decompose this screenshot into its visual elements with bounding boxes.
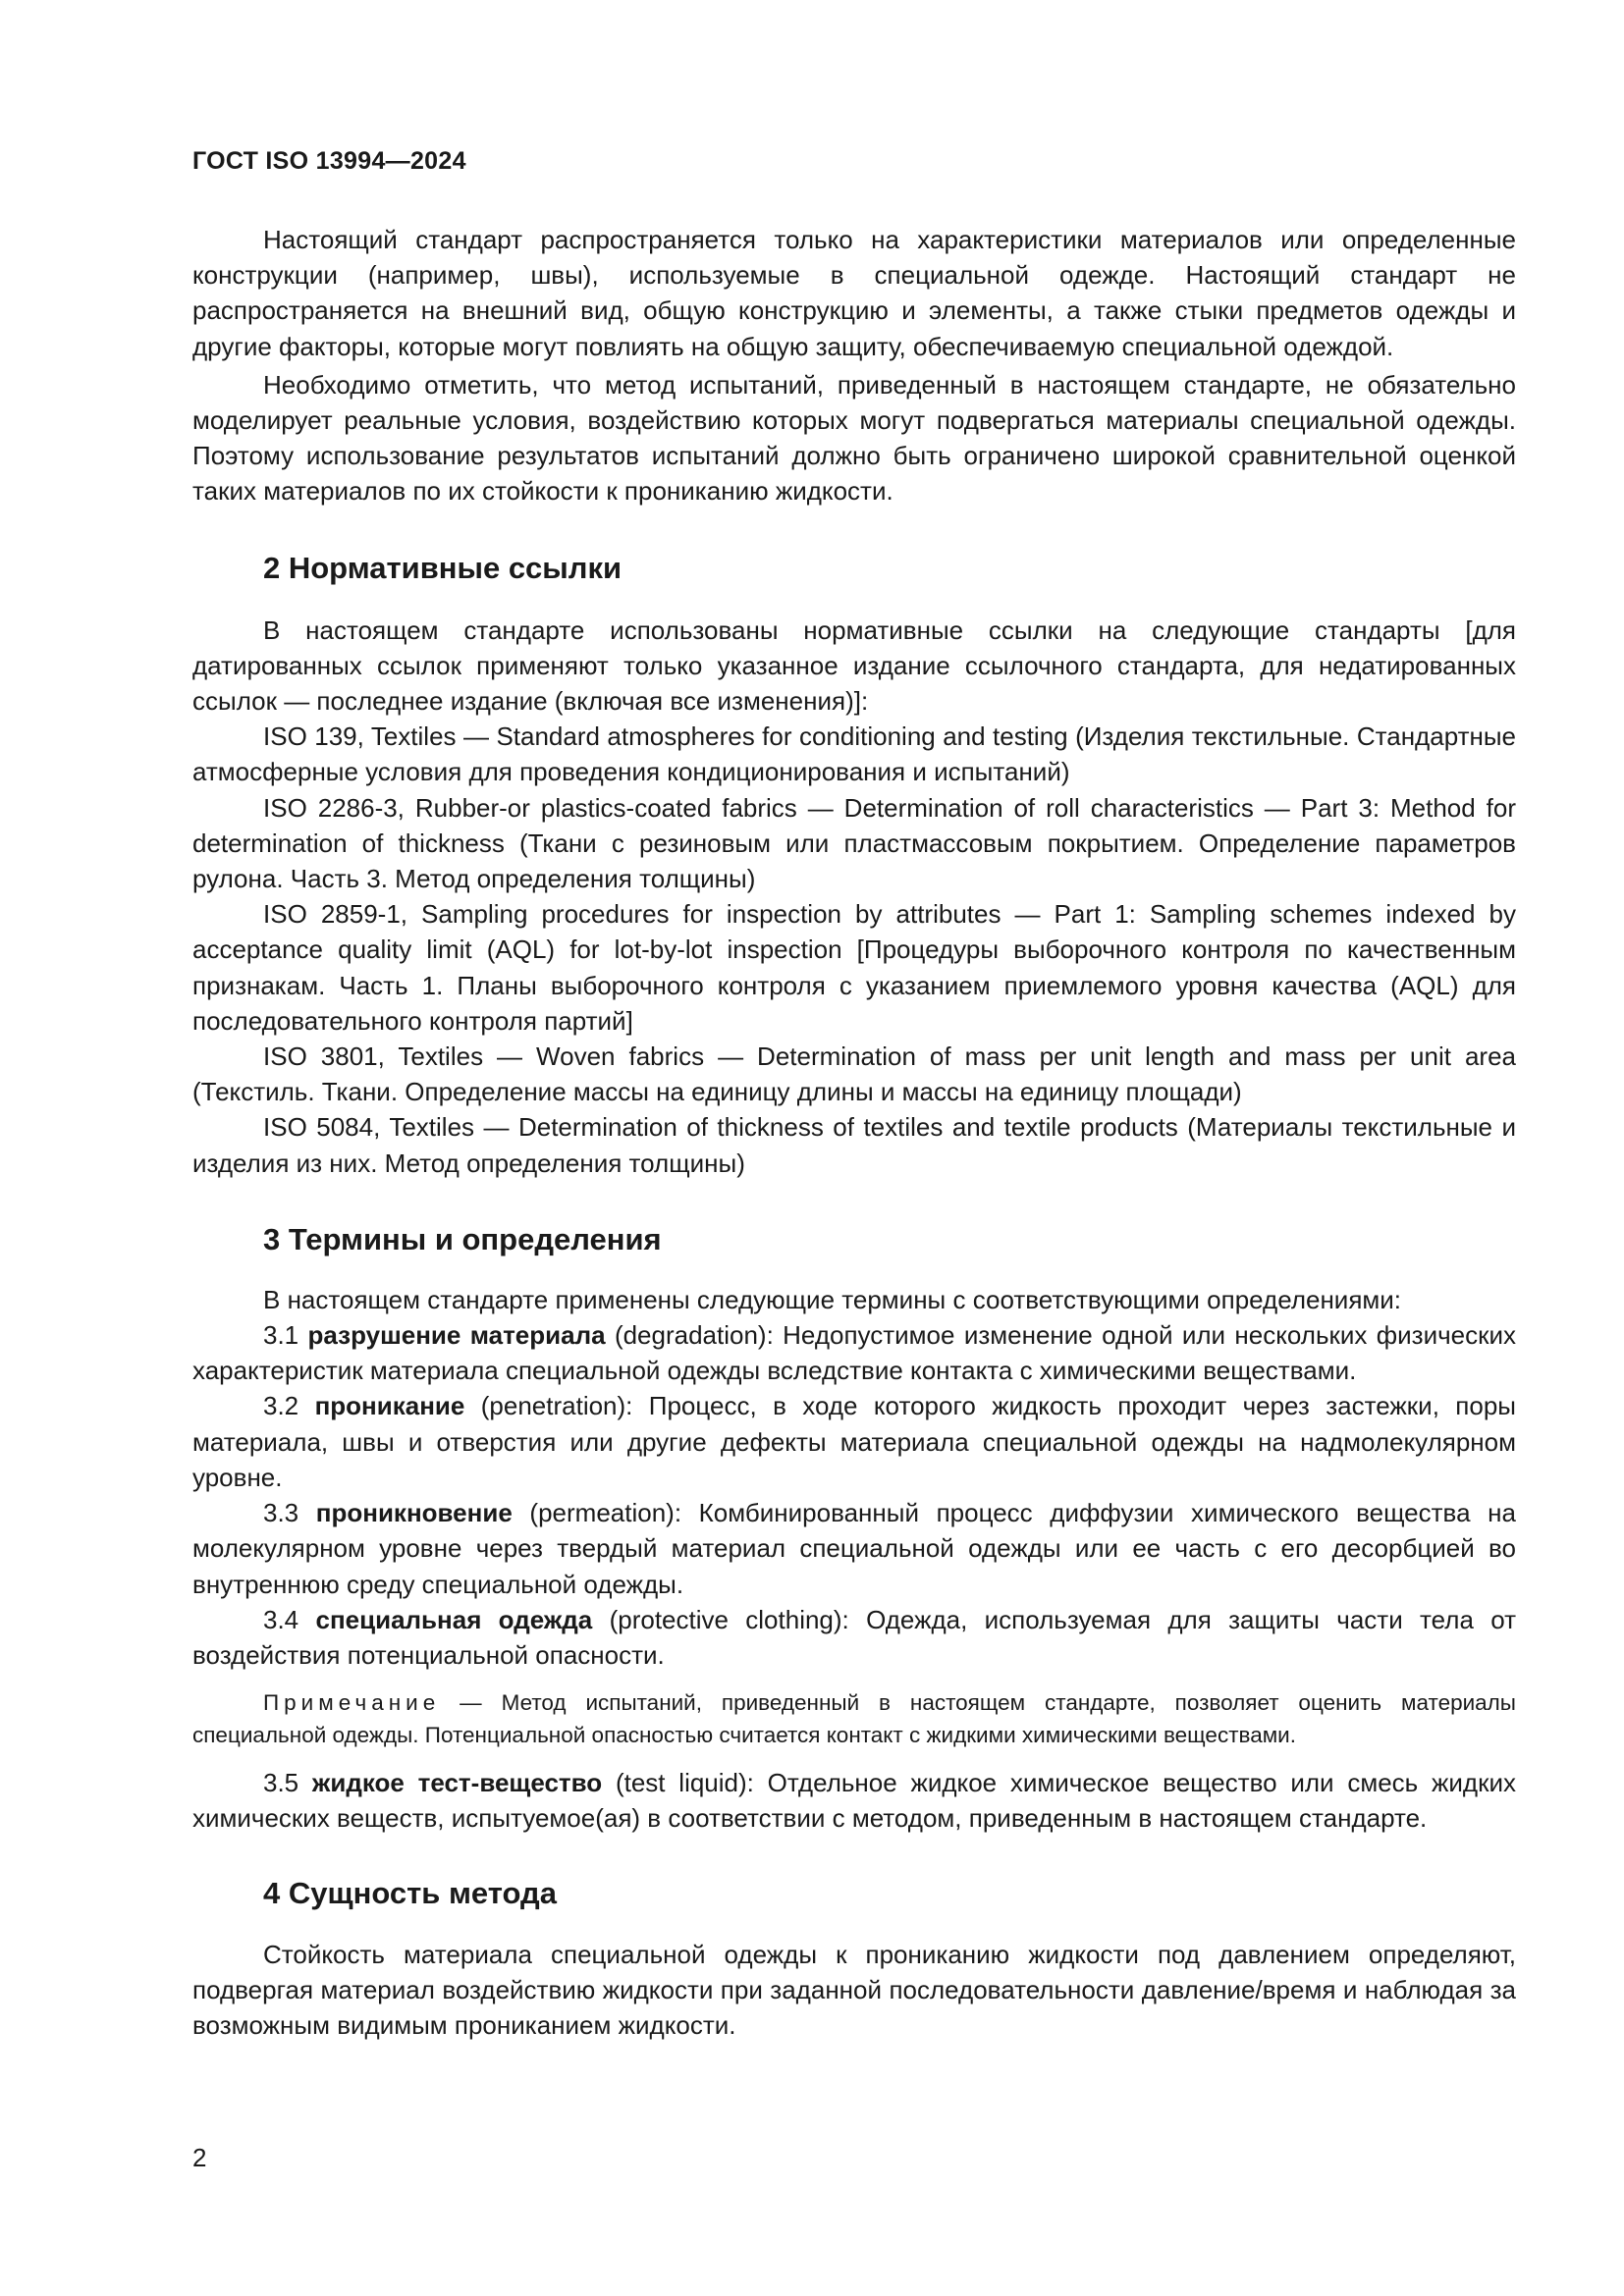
term-text: (protective clothing): Одежда, используемая для защиты части тела от воздействия потенциальной опасности. — [192, 1604, 1517, 1670]
reference-text: Textiles — Standard atmospheres for conditioning and testing (Изделия текстильные. Стандартные атмосферные условия для проведения кондиционирования и испытаний) — [192, 721, 1516, 787]
reference-text: Sampling procedures for inspection by attributes — Part 1: Sampling schemes indexed by acceptance quality limit (AQL) for lot-by-lot inspection [Процедуры выборочного контроля по качественным признакам. Часть 1. Планы выборочного контроля с указанием приемлемого уровня качества (AQL) для последовательного контроля партий] — [192, 899, 1516, 1036]
term-number: 3.2 — [263, 1391, 299, 1421]
term-number: 3.3 — [263, 1498, 299, 1528]
term-name: проникание — [314, 1391, 465, 1421]
term-name: специальная одежда — [315, 1604, 593, 1634]
reference-item — [192, 1109, 1516, 1180]
intro-paragraph-2: Необходимо отметить, что метод испытаний, приведенный в настоящем стандарте, не обязательно моделирует реальные условия, воздействию которых могут подвергаться материалы специальной одежды. Поэтому использование результатов испытаний должно быть ограничено широкой сравнительной оценкой таких материалов по их стойкости к прониканию жидкости. — [192, 369, 1516, 507]
term-name: разрушение материала — [307, 1320, 606, 1351]
term-definition — [192, 1765, 1516, 1836]
reference-item — [192, 896, 1516, 1039]
page-number: 2 — [192, 2143, 207, 2172]
reference-text: Rubber-or plastics-coated fabrics — Determination of roll characteristics — Part 3: Method for determination of thickness (Ткани с резиновым или пластмассовым покрытием. Определение параметров рулона. Часть 3. Метод определения толщины) — [192, 792, 1516, 894]
section-4-paragraph: Стойкость материала специальной одежды к прониканию жидкости под давлением определяют, подвергая материал воздействию жидкости при заданной последовательности давление/время и наблюдая за возможным видимым прониканием жидкости. — [192, 1939, 1516, 2040]
section-3-heading: 3 Термины и определения — [263, 1221, 662, 1256]
reference-code: ISO 5084, — [263, 1112, 381, 1143]
term-number: 3.4 — [263, 1604, 299, 1634]
note-text: — Метод испытаний, приведенный в настоящем стандарте, позволяет оценить материалы специальной одежды. Потенциальной опасностью считается контакт с жидкими химическими веществами. — [192, 1690, 1516, 1748]
section-3-intro: В настоящем стандарте применены следующие термины с соответствующими определениями: — [263, 1284, 1402, 1314]
reference-item — [192, 790, 1516, 897]
reference-code: ISO 139, — [263, 721, 364, 752]
reference-item — [192, 1039, 1516, 1109]
term-text: (permeation): Комбинированный процесс диффузии химического вещества на молекулярном уровне через твердый материал специальной одежды или ее часть с его десорбцией во внутреннюю среду специальной одежды. — [192, 1498, 1516, 1599]
term-name: проникновение — [315, 1498, 513, 1528]
reference-code: ISO 2286-3, — [263, 792, 405, 823]
document-header: ГОСТ ISO 13994—2024 — [192, 147, 466, 175]
term-definition — [192, 1602, 1516, 1673]
term-number: 3.1 — [263, 1320, 299, 1351]
term-text: (test liquid): Отдельное жидкое химическое вещество или смесь жидких химических веществ, испытуемое(ая) в соответствии с методом, приведенным в настоящем стандарте. — [192, 1768, 1516, 1834]
note — [192, 1686, 1516, 1751]
reference-code: ISO 3801, — [263, 1041, 385, 1072]
intro-paragraph-1: Настоящий стандарт распространяется только на характеристики материалов или определенные конструкции (например, швы), используемые в специальной одежде. Настоящий стандарт не распространяется на внешний вид, общую конструкцию и элементы, а также стыки предметов одежды и другие факторы, которые могут повлиять на общую защиту, обеспечиваемую специальной одеждой. — [192, 225, 1516, 361]
reference-text: Textiles — Woven fabrics — Determination of mass per unit length and mass per unit area (Текстиль. Ткани. Определение массы на единицу длины и массы на единицу площади) — [192, 1041, 1516, 1107]
section-4-heading: 4 Сущность метода — [263, 1875, 557, 1910]
term-text: (degradation): Недопустимое изменение одной или нескольких физических характеристик материала специальной одежды вследствие контакта с химическими веществами. — [192, 1320, 1517, 1386]
term-definition — [192, 1495, 1516, 1602]
reference-item — [192, 719, 1516, 789]
section-2-intro: В настоящем стандарте использованы нормативные ссылки на следующие стандарты [для датированных ссылок применяют только указанное издание ссылочного стандарта, для недатированных ссылок — последнее издание (включая все изменения)]: — [192, 614, 1516, 717]
document-body — [192, 222, 1516, 2043]
term-definition — [192, 1317, 1516, 1388]
term-name: жидкое тест-вещество — [311, 1768, 603, 1798]
reference-text: Textiles — Determination of thickness of textiles and textile products (Материалы текстильные и изделия из них. Метод определения толщины) — [192, 1112, 1516, 1178]
term-number: 3.5 — [263, 1768, 299, 1798]
term-text: (penetration): Процесс, в ходе которого жидкость проходит через застежки, поры материала, швы и отверстия или другие дефекты материала специальной одежды на надмолекулярном уровне. — [192, 1391, 1516, 1492]
note-label: Примечание — [263, 1690, 441, 1716]
section-2-heading: 2 Нормативные ссылки — [263, 550, 623, 585]
term-definition — [192, 1388, 1516, 1495]
reference-code: ISO 2859-1, — [263, 899, 407, 930]
